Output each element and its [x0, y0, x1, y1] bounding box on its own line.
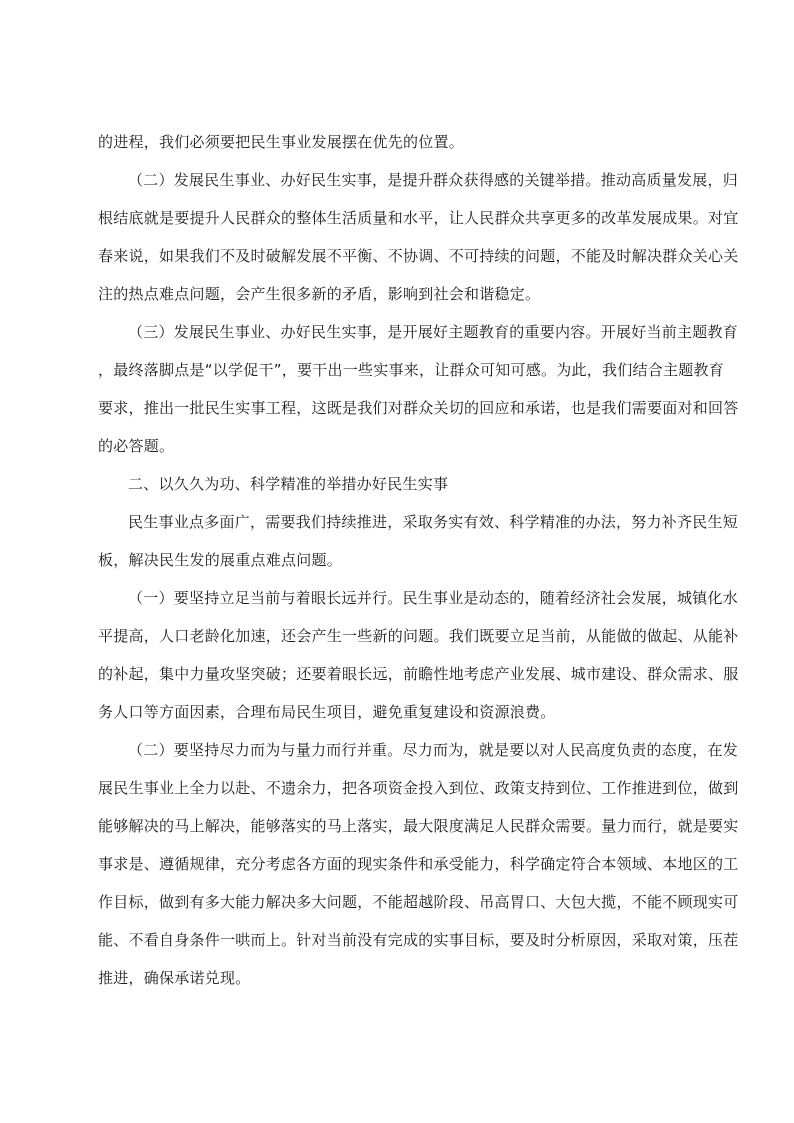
paragraph-5 [98, 503, 739, 579]
paragraph-7 [98, 731, 739, 997]
text-line: （一）要坚持立足当前与着眼长远并行。民生事业是动态的，随着经济社会发展，城镇化水 [128, 589, 739, 607]
text-line: 事求是、遵循规律，充分考虑各方面的现实条件和承受能力，科学确定符合本领域、本地区的工 [98, 855, 739, 873]
text-line: 的补起，集中力量攻坚突破；还要着眼长远，前瞻性地考虑产业发展、城市建设、群众需求、服 [98, 665, 739, 683]
text-line: （二）要坚持尽力而为与量力而行并重。尽力而为，就是要以对人民高度负责的态度，在发 [128, 741, 739, 759]
document-body [98, 123, 739, 997]
paragraph-6 [98, 579, 739, 731]
text-line: 民生事业点多面广，需要我们持续推进，采取务实有效、科学精准的办法，努力补齐民生短 [128, 513, 739, 531]
text-line: 作目标，做到有多大能力解决多大问题，不能超越阶段、吊高胃口、大包大揽，不能不顾现实可 [98, 893, 739, 911]
paragraph-3 [98, 313, 739, 465]
heading-line: 二、以久久为功、科学精准的举措办好民生实事 [128, 475, 449, 493]
text-line: 能够解决的马上解决，能够落实的马上落实，最大限度满足人民群众需要。量力而行，就是要实 [98, 817, 739, 835]
text-line: 注的热点难点问题，会产生很多新的矛盾，影响到社会和谐稳定。 [98, 285, 541, 303]
text-line: 推进，确保承诺兑现。 [98, 969, 251, 987]
text-line: （二）发展民生事业、办好民生实事，是提升群众获得感的关键举措。推动高质量发展，归 [128, 171, 739, 189]
text-line: 根结底就是要提升人民群众的整体生活质量和水平，让人民群众共享更多的改革发展成果。对宜 [98, 209, 739, 227]
text-line: 的进程，我们必须要把民生事业发展摆在优先的位置。 [98, 133, 465, 151]
text-line: 能、不看自身条件一哄而上。针对当前没有完成的实事目标，要及时分析原因，采取对策，压茬 [98, 931, 739, 949]
text-line: 板，解决民生发的展重点难点问题。 [98, 551, 343, 569]
text-line: （三）发展民生事业、办好民生实事，是开展好主题教育的重要内容。开展好当前主题教育 [128, 323, 739, 341]
text-line: 要求，推出一批民生实事工程，这既是我们对群众关切的回应和承诺，也是我们需要面对和回答 [98, 399, 739, 417]
paragraph-1 [98, 123, 698, 161]
paragraph-2 [98, 161, 739, 313]
text-line: 展民生事业上全力以赴、不遗余力，把各项资金投入到位、政策支持到位、工作推进到位，做到 [98, 779, 739, 797]
text-line: 春来说，如果我们不及时破解发展不平衡、不协调、不可持续的问题，不能及时解决群众关心关 [98, 247, 739, 265]
text-line: 务人口等方面因素，合理布局民生项目，避免重复建设和资源浪费。 [98, 703, 556, 721]
section-heading [98, 465, 698, 503]
text-line: ，最终落脚点是“以学促干”，要干出一些实事来，让群众可知可感。为此，我们结合主题教育 [98, 361, 725, 379]
text-line: 的必答题。 [98, 437, 175, 455]
text-line: 平提高，人口老龄化加速，还会产生一些新的问题。我们既要立足当前，从能做的做起、从能补 [98, 627, 739, 645]
